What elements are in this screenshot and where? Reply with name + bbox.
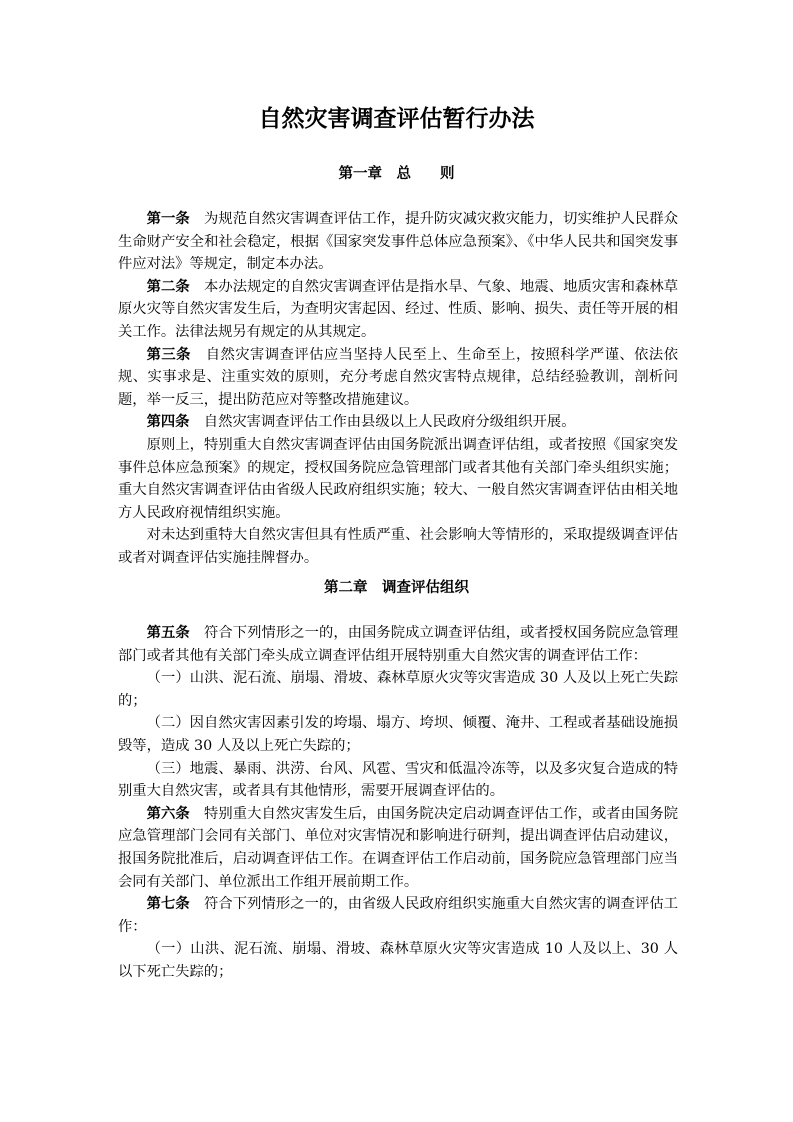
article-text: 本办法规定的自然灾害调查评估是指水旱、气象、地震、地质灾害和森林草原火灾等自然灾害发生后，为查明灾害起因、经过、性质、影响、损失、责任等开展的相关工作。法律法规另有规定的从其规定。 xyxy=(118,278,678,340)
chapter-1-body xyxy=(118,208,678,570)
chapter-2-heading: 第二章 调查评估组织 xyxy=(324,580,469,596)
article-paragraph xyxy=(118,803,678,893)
article-paragraph xyxy=(118,208,678,276)
article-paragraph xyxy=(118,622,678,667)
article-number: 第七条 xyxy=(146,896,190,913)
article-number: 第六条 xyxy=(146,805,190,822)
article-paragraph xyxy=(118,276,678,344)
list-item xyxy=(118,758,678,803)
list-item-text: （一）山洪、泥石流、崩塌、滑坡、森林草原火灾等灾害造成 30 人及以上死亡失踪的； xyxy=(118,670,678,709)
article-text: 特别重大自然灾害发生后，由国务院决定启动调查评估工作，或者由国务院应急管理部门会同有关部门、单位对灾害情况和影响进行研判，提出调查评估启动建议，报国务院批准后，启动调查评估工作。在调查评估工作启动前，国务院应急管理部门应当会同有关部门、单位派出工作组开展前期工作。 xyxy=(118,805,678,890)
article-number: 第一条 xyxy=(146,211,190,227)
article-text: 自然灾害调查评估工作由县级以上人民政府分级组织开展。 xyxy=(203,414,576,431)
article-paragraph xyxy=(118,893,678,938)
article-paragraph xyxy=(118,344,678,412)
list-item-text: （二）因自然灾害因素引发的垮塌、塌方、垮坝、倾覆、淹井、工程或者基础设施损毁等，造成 30 人及以上死亡失踪的； xyxy=(118,715,678,754)
chapter-1-heading: 第一章 总 则 xyxy=(338,166,455,182)
article-text: 符合下列情形之一的，由省级人民政府组织实施重大自然灾害的调查评估工作： xyxy=(118,896,678,935)
body-paragraph xyxy=(118,434,678,524)
paragraph-text: 原则上，特别重大自然灾害调查评估由国务院派出调查评估组，或者按照《国家突发事件总体应急预案》的规定，授权国务院应急管理部门或者其他有关部门牵头组织实施；重大自然灾害调查评估由省级人民政府组织实施；较大、一般自然灾害调查评估由相关地方人民政府视情组织实施。 xyxy=(118,436,678,521)
article-text: 自然灾害调查评估应当坚持人民至上、生命至上，按照科学严谨、依法依规、实事求是、注重实效的原则，充分考虑自然灾害特点规律，总结经验教训，剖析问题，举一反三，提出防范应对等整改措施建议。 xyxy=(118,346,679,408)
article-number: 第四条 xyxy=(146,414,190,431)
list-item-text: （一）山洪、泥石流、崩塌、滑坡、森林草原火灾等灾害造成 10 人及以上、30 人以下死亡失踪的； xyxy=(118,941,678,980)
paragraph-text: 对未达到重特大自然灾害但具有性质严重、社会影响大等情形的，采取提级调查评估或者对调查评估实施挂牌督办。 xyxy=(118,527,678,566)
document-title: 自然灾害调查评估暂行办法 xyxy=(258,106,535,132)
list-item xyxy=(118,938,678,983)
list-item xyxy=(118,667,678,712)
article-text: 符合下列情形之一的，由国务院成立调查评估组，或者授权国务院应急管理部门或者其他有关部门牵头成立调查评估组开展特别重大自然灾害的调查评估工作： xyxy=(118,625,678,664)
article-text: 为规范自然灾害调查评估工作，提升防灾减灾救灾能力，切实维护人民群众生命财产安全和社会稳定，根据《国家突发事件总体应急预案》、《中华人民共和国突发事件应对法》等规定，制定本办法。 xyxy=(118,211,678,273)
article-number: 第三条 xyxy=(146,346,191,363)
list-item-text: （三）地震、暴雨、洪涝、台风、风雹、雪灾和低温冷冻等，以及多灾复合造成的特别重大自然灾害，或者具有其他情形，需要开展调查评估的。 xyxy=(118,760,678,800)
chapter-2-body xyxy=(118,622,678,984)
article-number: 第二条 xyxy=(146,278,190,295)
body-paragraph xyxy=(118,524,678,569)
article-number: 第五条 xyxy=(146,625,190,641)
list-item xyxy=(118,712,678,757)
article-paragraph xyxy=(118,411,678,434)
